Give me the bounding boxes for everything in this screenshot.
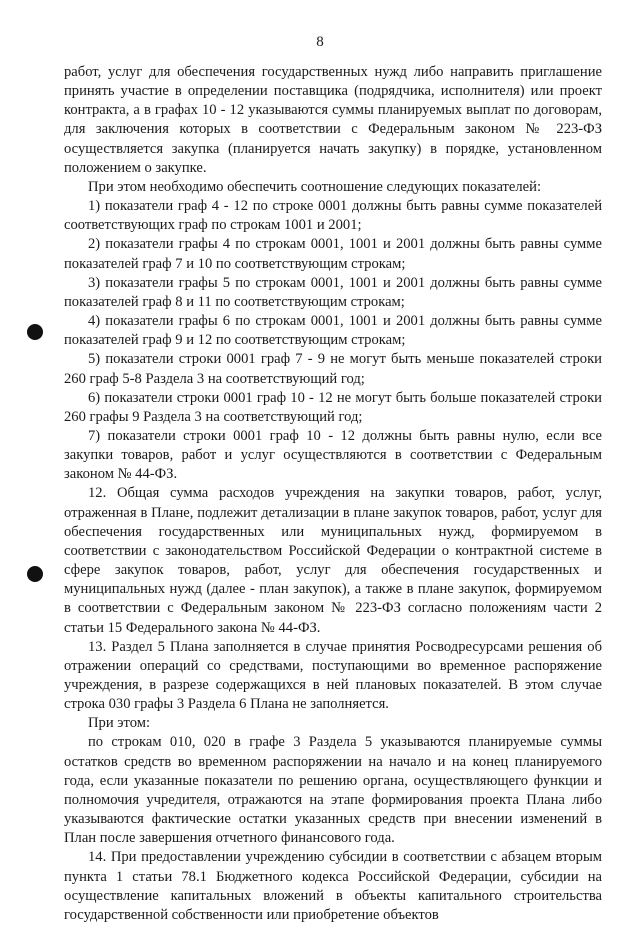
- list-item-6: 6) показатели строки 0001 граф 10 - 12 не могут быть больше показателей строки 260 графы 9 Раздела 3 на соответствующий год;: [64, 389, 602, 425]
- list-item-5: 5) показатели строки 0001 граф 7 - 9 не могут быть меньше показателей строки 260 граф 5-8 Раздела 3 на соответствующий год;: [64, 351, 602, 387]
- list-item-2: 2) показатели графы 4 по строкам 0001, 1001 и 2001 должны быть равны сумме показателей граф 7 и 10 по соответствующим строкам;: [64, 236, 602, 272]
- paragraph-continuation: работ, услуг для обеспечения государственных нужд либо направить приглашение принять участие в определении поставщика (подрядчика, исполнителя) или проект контракта, а в графах 10 - 12 указываются суммы планируемых выплат по договорам, для заключения которых в соответствии с Федеральным законом № 223-ФЗ осуществляется закупка (планируется начать закупку) в порядке, установленном положением о закупке.: [64, 64, 602, 176]
- page-number: 8: [316, 34, 324, 50]
- list-item-4: 4) показатели графы 6 по строкам 0001, 1001 и 2001 должны быть равны сумме показателей граф 9 и 12 по соответствующим строкам;: [64, 313, 602, 349]
- paragraph-14: 14. При предоставлении учреждению субсидии в соответствии с абзацем вторым пункта 1 статьи 78.1 Бюджетного кодекса Российской Федерации, субсидии на осуществление капитальных вложений в объекты капитального строительства государственной собственности или приобретение объектов: [64, 849, 602, 923]
- list-item-1: 1) показатели граф 4 - 12 по строке 0001 должны быть равны сумме показателей соответствующих граф по строкам 1001 и 2001;: [64, 198, 602, 234]
- paragraph-intro: При этом необходимо обеспечить соотношение следующих показателей:: [88, 178, 542, 195]
- paragraph-rows: по строкам 010, 020 в графе 3 Раздела 5 указываются планируемые суммы остатков средств во временном распоряжении на начало и на конец планируемого года, если указанные показатели по решению органа, осуществляющего функции и полномочия учредителя, отражаются на этапе формирования проекта Плана либо указываются фактические остатки указанных средств при внесении изменений в План после завершения отчетного финансового года.: [64, 734, 602, 847]
- paragraph-note: При этом:: [88, 715, 151, 732]
- list-item-7: 7) показатели строки 0001 граф 10 - 12 должны быть равны нулю, если все закупки товаров, работ и услуг осуществляются в соответствии с Федеральным законом № 44-ФЗ.: [64, 427, 602, 483]
- list-item-3: 3) показатели графы 5 по строкам 0001, 1001 и 2001 должны быть равны сумме показателей граф 8 и 11 по соответствующим строкам;: [64, 274, 602, 310]
- paragraph-13: 13. Раздел 5 Плана заполняется в случае принятия Росводресурсами решения об отражении операций со средствами, поступающими во временное распоряжение учреждения, в разрезе содержащихся в ней плановых показателей. В этом случае строка 030 графы 3 Раздела 6 Плана не заполняется.: [64, 638, 602, 713]
- document-body: [64, 63, 602, 925]
- punch-hole-bottom: [27, 566, 43, 582]
- paragraph-12: 12. Общая сумма расходов учреждения на закупки товаров, работ, услуг, отраженная в Плане, подлежит детализации в плане закупок товаров, работ, услуг для обеспечения государственных или муниципальных нужд, формируемом в соответствии с законодательством Российской Федерации о контрактной системе в сфере закупок товаров, работ, услуг для обеспечения государственных и муниципальных нужд (далее - план закупок), а также в плане закупок, формируемом в соответствии с Федеральным законом № 223-ФЗ согласно положениям части 2 статьи 15 Федерального закона № 44-ФЗ.: [64, 485, 602, 636]
- punch-hole-top: [27, 324, 43, 340]
